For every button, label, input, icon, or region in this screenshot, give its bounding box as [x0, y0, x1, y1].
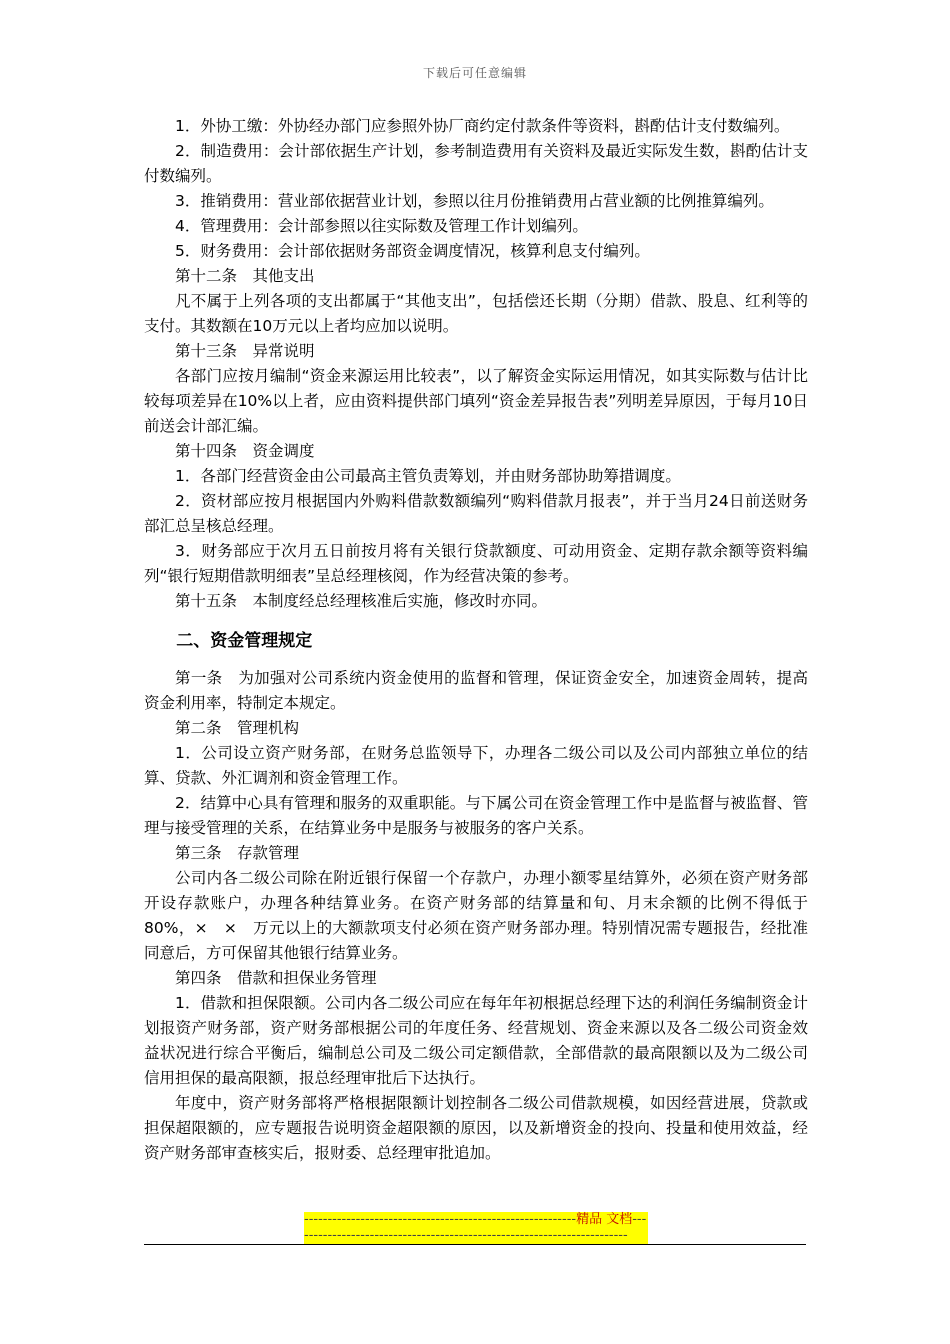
footer-watermark — [304, 1212, 648, 1244]
article-title: 第三条 存款管理 — [175, 844, 300, 862]
paragraph: 3．推销费用：营业部依据营业计划，参照以往月份推销费用占营业额的比例推算编列。 — [175, 192, 774, 210]
paragraph: 年度中，资产财务部将严格根据限额计划控制各二级公司借款规模，如因经营进展，贷款或担保超限额的，应专题报告说明资金超限额的原因，以及新增资金的投向、投量和使用效益，经资产财务部审查核实后，报财委、总经理审批追加。 — [144, 1094, 808, 1162]
footer-label: 精品 文档 — [576, 1212, 633, 1227]
paragraph: 2．资材部应按月根据国内外购料借款数额编列“购料借款月报表”，并于当月24日前送财务部汇总呈核总经理。 — [144, 492, 808, 535]
paragraph: 1．外协工缴：外协经办部门应参照外协厂商约定付款条件等资料，斟酌估计支付数编列。 — [175, 117, 790, 135]
paragraph: 1．借款和担保限额。公司内各二级公司应在每年年初根据总经理下达的利润任务编制资金计划报资产财务部，资产财务部根据公司的年度任务、经营规划、资金来源以及各二级公司资金效益状况进行综合平衡后，编制总公司及二级公司定额借款，全部借款的最高限额以及为二级公司信用担保的最高限额，报总经理审批后下达执行。 — [144, 994, 808, 1087]
page-header: 下载后可任意编辑 — [422, 66, 527, 80]
article-title: 第十五条 本制度经总经理核准后实施，修改时亦同。 — [175, 592, 548, 610]
article-title: 第十四条 资金调度 — [175, 442, 315, 460]
article-title: 第二条 管理机构 — [175, 719, 300, 737]
paragraph: 凡不属于上列各项的支出都属于“其他支出”，包括偿还长期（分期）借款、股息、红利等的支付。其数额在10万元以上者均应加以说明。 — [144, 292, 808, 335]
paragraph: 各部门应按月编制“资金来源运用比较表”，以了解资金实际运用情况，如其实际数与估计比较每项差异在10%以上者，应由资料提供部门填列“资金差异报告表”列明差异原因，于每月10日前送会计部汇编。 — [144, 367, 808, 435]
paragraph: 2．制造费用：会计部依据生产计划，参考制造费用有关资料及最近实际发生数，斟酌估计支付数编列。 — [144, 142, 808, 185]
paragraph: 公司内各二级公司除在附近银行保留一个存款户，办理小额零星结算外，必须在资产财务部开设存款账户，办理各种结算业务。在资产财务部的结算量和旬、月末余额的比例不得低于80%，× × 万元以上的大额款项支付必须在资产财务部办理。特别情况需专题报告，经批准同意后，方可保留其他银行结算业务。 — [144, 869, 808, 962]
article-title: 第十三条 异常说明 — [175, 342, 315, 360]
article-title: 第四条 借款和担保业务管理 — [175, 969, 377, 987]
paragraph: 3．财务部应于次月五日前按月将有关银行贷款额度、可动用资金、定期存款余额等资料编列“银行短期借款明细表”呈总经理核阅，作为经营决策的参考。 — [144, 542, 808, 585]
section-heading: 二、资金管理规定 — [176, 631, 313, 651]
footer-divider — [144, 1244, 806, 1245]
paragraph: 第一条 为加强对公司系统内资金使用的监督和管理，保证资金安全，加速资金周转，提高资金利用率，特制定本规定。 — [144, 669, 808, 712]
paragraph: 4．管理费用：会计部参照以往实际数及管理工作计划编列。 — [175, 217, 588, 235]
paragraph: 1．各部门经营资金由公司最高主管负责筹划，并由财务部协助筹措调度。 — [175, 467, 681, 485]
article-title: 第十二条 其他支出 — [175, 267, 315, 285]
paragraph: 1．公司设立资产财务部，在财务总监领导下，办理各二级公司以及公司内部独立单位的结算、贷款、外汇调剂和资金管理工作。 — [144, 744, 808, 787]
paragraph: 5．财务费用：会计部依据财务部资金调度情况，核算利息支付编列。 — [175, 242, 650, 260]
footer-dashes-left: ---------------------------------------------------------- — [304, 1212, 577, 1227]
paragraph: 2．结算中心具有管理和服务的双重职能。与下属公司在资金管理工作中是监督与被监督、管理与接受管理的关系，在结算业务中是服务与被服务的客户关系。 — [144, 794, 808, 837]
footer-dashes-right: ------------------------------------------------------------------------ — [304, 1212, 647, 1243]
document-body — [144, 114, 808, 1166]
